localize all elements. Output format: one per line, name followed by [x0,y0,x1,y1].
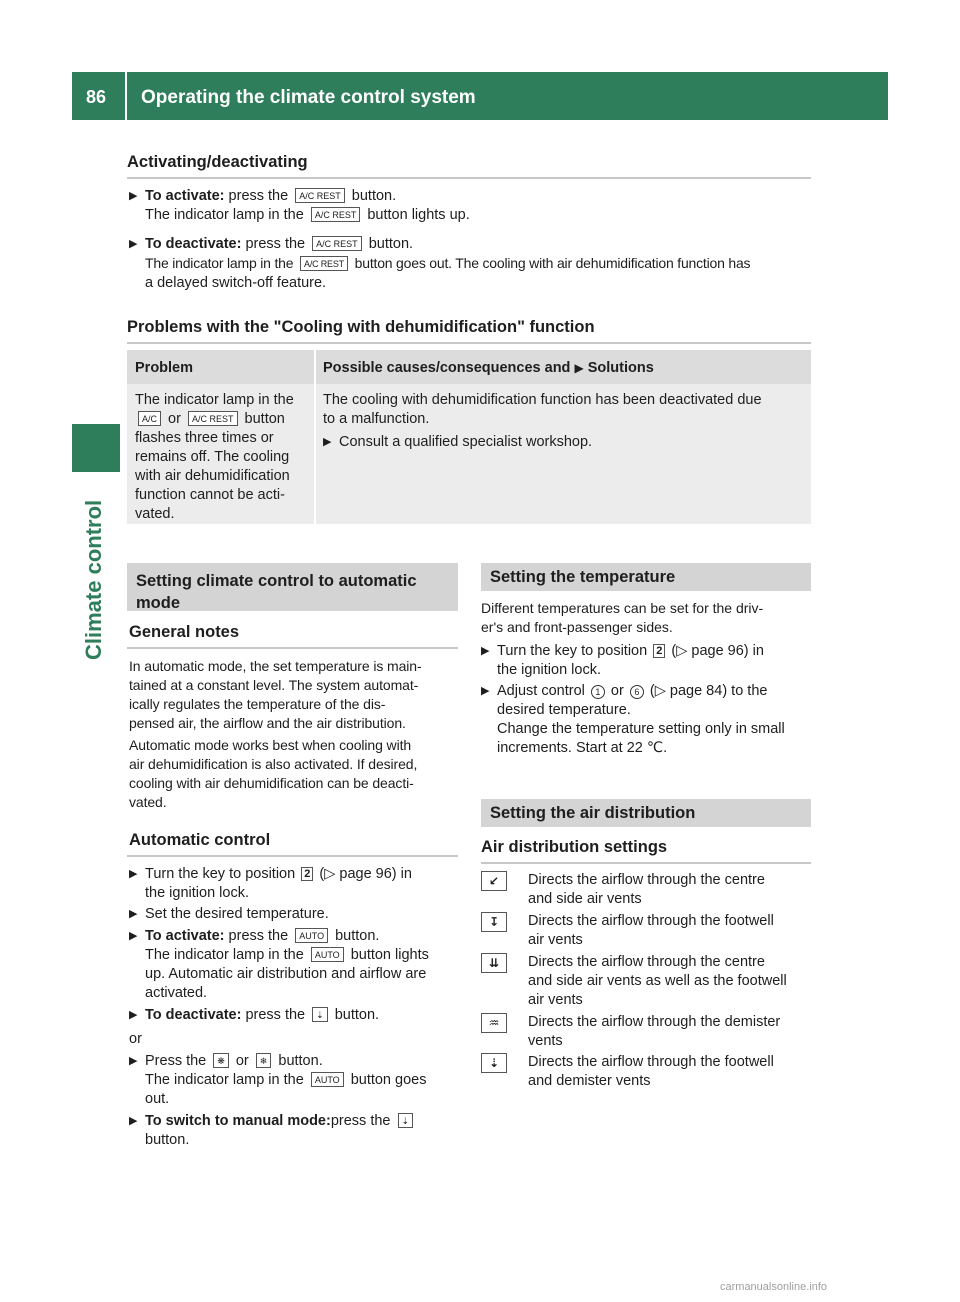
page-reference: (▷ page 84) to the [649,683,768,699]
ac-rest-icon: A/C REST [188,411,238,426]
ac-rest-icon: A/C REST [311,207,361,222]
fan-high-icon: ❄ [256,1053,272,1068]
step-text: The indicator lamp in the [145,1072,304,1088]
side-tab-marker [72,424,120,472]
temperature-intro [481,599,813,637]
air-distribution-section-title: Setting the air distribution [481,799,811,827]
paragraph-line: In automatic mode, the set temperature is main- [129,658,422,674]
step-label: To deactivate: [145,1007,242,1023]
solution-step: ▶ Consult a qualified specialist workshop. [323,433,809,452]
cell-text: flashes three times or [135,430,274,446]
description-line: and side air vents [528,891,642,907]
description-line: air vents [528,992,583,1008]
general-notes-text [129,657,460,812]
auto-icon: AUTO [295,928,328,943]
description-line: Directs the airflow through the footwell [528,1054,774,1070]
step-text: up. Automatic air distribution and airflow are [145,966,427,982]
general-notes-heading: General notes [129,623,240,641]
step-text: button. [368,236,414,252]
step-text: or [610,683,624,699]
auto-step-deactivate [129,1006,460,1025]
heading-rule [127,177,811,179]
air-distribution-icon: ⇣ [312,1007,328,1022]
auto-icon: AUTO [311,947,344,962]
step-text: press the [330,1113,391,1129]
footwell-icon: ↧ [481,912,507,932]
deactivate-label: To deactivate: [145,236,242,252]
temperature-section-title: Setting the temperature [481,563,811,591]
centre-vents-icon: ↙ [481,871,507,891]
deactivate-step [129,235,819,293]
activate-step [129,187,813,225]
ac-rest-icon: A/C REST [300,256,348,271]
step-text: button. [278,1053,323,1069]
automatic-control-heading: Automatic control [129,831,271,849]
page-number: 86 [86,87,107,107]
description-line: Directs the airflow through the centre [528,872,765,888]
auto-step-temperature: ▶ Set the desired temperature. [129,905,460,924]
step-label: To activate: [145,928,225,944]
ac-icon: A/C [138,411,161,426]
description-line: Directs the airflow through the centre [528,954,765,970]
auto-step-activate [129,927,460,1003]
description-line: Directs the airflow through the footwell [528,913,774,929]
ac-rest-icon: A/C REST [295,188,345,203]
centre-footwell-icon: ⇊ [481,953,507,973]
problem-cell [135,391,313,524]
paragraph-line: er's and front-passenger sides. [481,619,673,635]
page-title: Operating the climate control system [141,87,476,108]
step-text: button. [334,1007,380,1023]
watermark: carmanualsonline.info [720,1281,828,1293]
heading-rule [481,862,811,864]
paragraph-line: cooling with air dehumidification can be deacti- [129,775,414,791]
column-problem: Problem [135,360,194,376]
control-6-marker: 6 [630,685,644,699]
air-setting-description [528,1013,812,1051]
step-text: press the [228,928,289,944]
page-reference: (▷ page 96) in [671,643,764,659]
step-text: Turn the key to position [145,866,296,882]
description-line: vents [528,1033,563,1049]
step-text: the ignition lock. [145,885,249,901]
paragraph-line: vated. [129,794,167,810]
activating-heading: Activating/deactivating [127,153,308,171]
step-text: press the [228,188,289,204]
key-position-2: 2 [653,644,665,658]
or-text: or [129,1031,142,1047]
description-line: Directs the airflow through the demister [528,1014,781,1030]
paragraph-line: pensed air, the airflow and the air distribution. [129,715,406,731]
auto-mode-section-title [127,563,458,611]
cell-text: The cooling with dehumidification function has been deactivated due [323,392,762,408]
step-text: the ignition lock. [497,662,601,678]
paragraph-line: tained at a constant level. The system automat- [129,677,419,693]
page-reference: (▷ page 96) in [319,866,412,882]
air-setting-description [528,953,812,1010]
section-title-text: Setting climate control to automatic [136,572,417,590]
step-text: button goes out. The cooling with air dehumidification function has [354,255,751,271]
auto-step-press-fan [129,1052,460,1109]
demister-icon: ♒ [481,1013,507,1033]
cell-text: function cannot be acti- [135,487,285,503]
auto-step-key [129,865,460,903]
column-causes [323,359,654,378]
solution-cell [323,391,809,429]
section-title-text: mode [136,594,181,612]
cell-text: vated. [135,506,175,522]
air-distribution-icon: ⇣ [398,1113,414,1128]
step-text: Press the [145,1053,207,1069]
heading-rule [127,342,811,344]
step-text: Adjust control [497,683,585,699]
cell-text: to a malfunction. [323,411,430,427]
step-text: press the [245,236,306,252]
header-separator [125,72,127,120]
auto-step-manual [129,1112,460,1150]
step-text: or [235,1053,249,1069]
temp-step-adjust [481,682,813,758]
ac-rest-icon: A/C REST [312,236,362,251]
arrow-icon: ▶ [574,361,584,375]
step-text: button lights up. [367,207,470,223]
step-text: The indicator lamp in the [145,947,304,963]
step-text: button. [145,1132,190,1148]
step-text: The indicator lamp in the [145,207,304,223]
paragraph-line: Different temperatures can be set for the driv- [481,600,764,616]
cell-text: remains off. The cooling [135,449,290,465]
control-1-marker: 1 [591,685,605,699]
air-setting-description [528,1053,812,1091]
activate-label: To activate: [145,188,225,204]
table-divider [314,350,316,524]
step-text: increments. Start at 22 ℃. [497,740,668,756]
description-line: and demister vents [528,1073,651,1089]
step-text: a delayed switch-off feature. [145,275,327,291]
step-label: To switch to manual mode: [145,1113,331,1129]
step-text: button goes [350,1072,427,1088]
paragraph-line: ically regulates the temperature of the dis- [129,696,386,712]
step-text: out. [145,1091,170,1107]
cell-text: or [168,411,181,427]
footwell-demister-icon: ⇣ [481,1053,507,1073]
cell-text: button [244,411,285,427]
description-line: air vents [528,932,583,948]
problems-heading: Problems with the "Cooling with dehumidification" function [127,318,595,336]
temp-step-key [481,642,813,680]
step-text: button. [335,928,380,944]
side-tab-label: Climate control [81,499,106,660]
heading-rule [127,855,458,857]
step-text: The indicator lamp in the [145,255,294,271]
cell-text: with air dehumidification [135,468,290,484]
key-position-2: 2 [301,867,313,881]
fan-low-icon: ❋ [213,1053,229,1068]
step-text: desired temperature. [497,702,631,718]
step-text: button lights [350,947,429,963]
paragraph-line: air dehumidification is also activated. If desired, [129,756,418,772]
column-causes-text: Solutions [587,360,654,376]
column-causes-text: Possible causes/consequences and [323,360,571,376]
cell-text: The indicator lamp in the [135,392,294,408]
air-setting-description [528,912,812,950]
paragraph-line: Automatic mode works best when cooling with [129,737,412,753]
step-text: Change the temperature setting only in small [497,721,785,737]
air-distribution-heading: Air distribution settings [481,838,668,856]
step-text: press the [245,1007,306,1023]
step-text: activated. [145,985,208,1001]
auto-icon: AUTO [311,1072,344,1087]
step-text: Turn the key to position [497,643,648,659]
step-text: button. [351,188,397,204]
description-line: and side air vents as well as the footwell [528,973,787,989]
air-setting-description [528,871,812,909]
heading-rule [127,647,458,649]
